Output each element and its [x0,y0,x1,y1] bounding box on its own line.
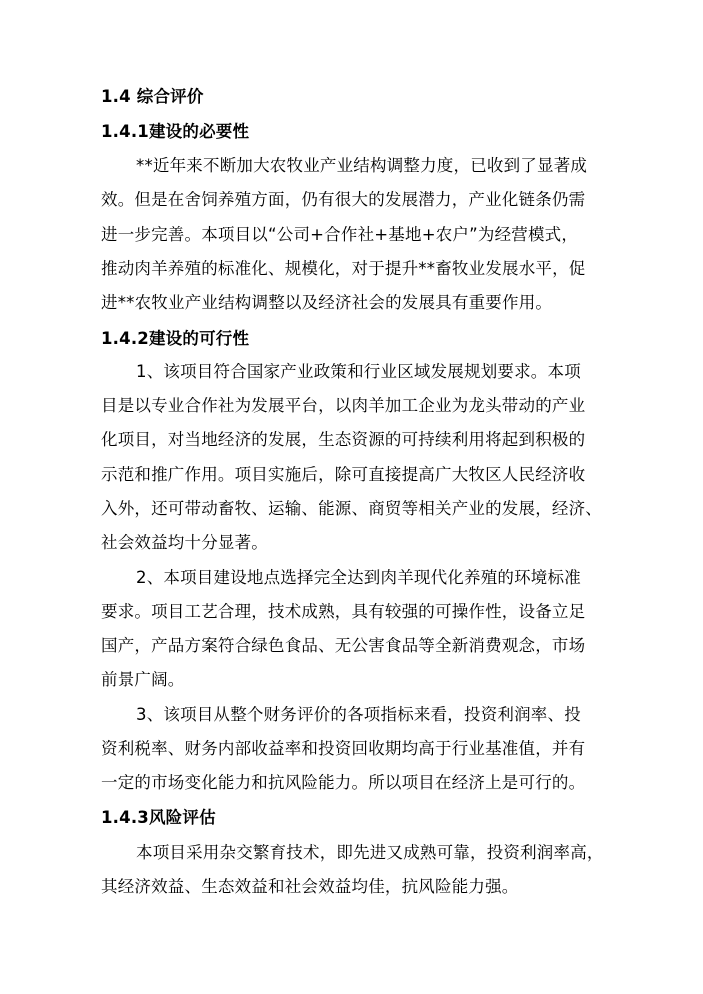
subsection-title-risk: 1.4.3风险评估 [101,808,216,827]
paragraph-line: 1、该项目符合国家产业政策和行业区域发展规划要求。本项 [136,362,581,381]
paragraph-line: 进一步完善。本项目以“公司+合作社+基地+农户”为经营模式， [101,225,579,244]
paragraph-line: 示范和推广作用。项目实施后，除可直接提高广大牧区人民经济收 [101,465,586,484]
paragraph-line: 社会效益均十分显著。 [101,533,268,552]
paragraph-line: 一定的市场变化能力和抗风险能力。所以项目在经济上是可行的。 [101,773,586,792]
subsection-title-necessity: 1.4.1建设的必要性 [101,122,250,141]
paragraph-line: 目是以专业合作社为发展平台，以肉羊加工企业为龙头带动的产业 [101,396,586,415]
paragraph-line: 2、本项目建设地点选择完全达到肉羊现代化养殖的环境标准 [136,568,581,587]
paragraph-line: 推动肉羊养殖的标准化、规模化，对于提升**畜牧业发展水平，促 [101,259,586,278]
paragraph-line: 3、该项目从整个财务评价的各项指标来看，投资利润率、投 [136,705,581,724]
subsection-title-feasibility: 1.4.2建设的可行性 [101,329,250,348]
paragraph-line: 本项目采用杂交繁育技术，即先进又成熟可靠，投资利润率高， [136,843,604,862]
paragraph-line: 进**农牧业产业结构调整以及经济社会的发展具有重要作用。 [101,293,553,312]
paragraph-line: 化项目，对当地经济的发展，生态资源的可持续利用将起到积极的 [101,430,586,449]
paragraph-line: 其经济效益、生态效益和社会效益均佳，抗风险能力强。 [101,877,519,896]
paragraph-line: 入外，还可带动畜牧、运输、能源、商贸等相关产业的发展，经济、 [101,499,602,518]
paragraph-line: 前景广阔。 [101,670,185,689]
paragraph-line: 要求。项目工艺合理，技术成熟，具有较强的可操作性，设备立足 [101,602,586,621]
paragraph-line: **近年来不断加大农牧业产业结构调整力度，已收到了显著成 [136,156,588,175]
paragraph-line: 资利税率、财务内部收益率和投资回收期均高于行业基准值，并有 [101,739,586,758]
paragraph-line: 效。但是在舍饲养殖方面，仍有很大的发展潜力，产业化链条仍需 [101,190,586,209]
section-title: 1.4 综合评价 [101,87,204,106]
paragraph-line: 国产，产品方案符合绿色食品、无公害食品等全新消费观念，市场 [101,636,586,655]
